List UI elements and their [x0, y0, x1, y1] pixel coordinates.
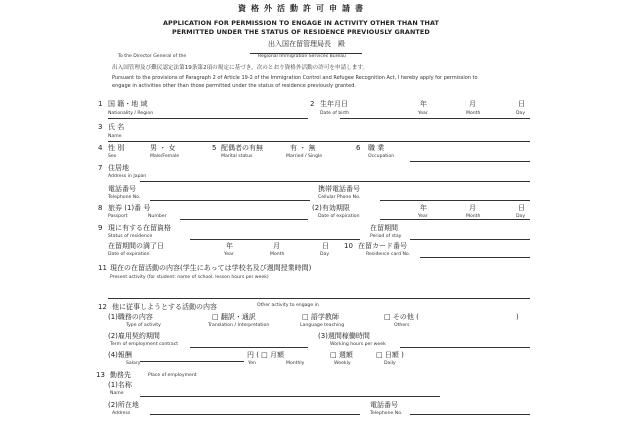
option-language-teacher-en: Language teaching	[300, 323, 345, 328]
passport-month-jp: 月	[469, 204, 476, 212]
form-title-jp: 資格外活動許可申請書	[238, 4, 368, 13]
other-activity-label-en: Other activity to engage in	[257, 303, 319, 308]
form-title-en-line2: PERMITTED UNDER THE STATUS OF RESIDENCE PREVIOUSLY GRANTED	[172, 28, 430, 36]
contract-term-field[interactable]	[190, 347, 308, 348]
stay-expiry-label: 在留期間の満了日	[108, 242, 164, 250]
sex-label: 性 別	[108, 144, 125, 152]
salary-daily-en: Daily	[384, 361, 396, 366]
address-label: 住居地	[108, 164, 129, 172]
telephone-field[interactable]	[150, 200, 310, 201]
field-6-num: 6	[356, 144, 361, 152]
field-13-num: 13	[96, 371, 105, 379]
stay-day-jp: 日	[322, 242, 329, 250]
employer-name-label: (1)名称	[108, 381, 132, 389]
employer-address-label-en: Address	[112, 411, 131, 416]
stay-day-en: Day	[320, 252, 330, 257]
dob-field[interactable]	[340, 118, 530, 119]
passport-number-field[interactable]	[180, 219, 308, 220]
telephone-label-en: Telephone No.	[108, 195, 141, 200]
salary-label: (4)報酬	[108, 351, 132, 359]
marital-label-en: Marital status	[221, 154, 253, 159]
stay-month-en: Month	[270, 252, 285, 257]
option-other[interactable]: □ その他 (	[384, 313, 419, 321]
field-1-num: 1	[98, 100, 103, 108]
salary-label-en: Salary	[126, 361, 141, 366]
dob-day-jp: 日	[518, 100, 525, 108]
occupation-label: 職 業	[368, 144, 385, 152]
field-5-num: 5	[212, 144, 217, 152]
salary-daily[interactable]: □ 日額 )	[376, 351, 404, 359]
option-other-en: Others	[394, 323, 410, 328]
employer-telephone-field[interactable]	[410, 414, 530, 415]
period-of-stay-label-en: Period of stay	[370, 234, 402, 239]
dob-day-en: Day	[516, 111, 526, 116]
salary-weekly-en: Weekly	[334, 361, 351, 366]
period-of-stay-label: 在留期間	[370, 224, 398, 232]
employer-name-field[interactable]	[140, 396, 440, 397]
form-title-en-line1: APPLICATION FOR PERMISSION TO ENGAGE IN ACTIVITY OTHER THAN THAT	[163, 19, 440, 27]
employer-telephone-label-en: Telephone No.	[370, 411, 403, 416]
dob-label-en: Date of birth	[320, 111, 350, 116]
dob-year-jp: 年	[420, 100, 427, 108]
period-of-stay-field[interactable]	[410, 239, 530, 240]
employment-label: 勤務先	[110, 371, 131, 379]
passport-day-en: Day	[516, 214, 526, 219]
residence-status-label-en: Status of residence	[108, 234, 153, 239]
option-translation[interactable]: □ 翻訳・通訳	[212, 313, 256, 321]
field-4-num: 4	[98, 144, 103, 152]
nationality-label-en: Nationality / Region	[108, 111, 154, 116]
employer-address-field[interactable]	[150, 414, 360, 415]
other-activity-label: 他に従事しようとする活動の内容	[112, 303, 217, 311]
residence-status-label: 現に有する在留資格	[108, 224, 171, 232]
field-3-num: 3	[98, 123, 103, 131]
marital-options[interactable]: 有 ・ 無	[290, 144, 316, 152]
stay-expiry-label-en: Date of expiration	[108, 252, 150, 257]
option-other-close: )	[516, 313, 519, 321]
present-activity-label: 現在の在留活動の内容(学生にあっては学校名及び週間授業時間)	[110, 264, 312, 272]
field-2-num: 2	[310, 100, 315, 108]
present-activity-field[interactable]	[108, 298, 530, 299]
sex-options[interactable]: 男 ・ 女	[150, 144, 176, 152]
employer-name-label-en: Name	[110, 391, 124, 396]
bureau-jp: 出入国在留管理局長 殿	[268, 40, 345, 48]
contract-term-label: (2)雇用契約期間	[108, 332, 160, 340]
name-label-en: Name	[108, 134, 122, 139]
to-director-label: To the Director General of the	[118, 54, 187, 59]
cellular-label: 携帯電話番号	[318, 185, 360, 193]
salary-yen-monthly[interactable]: 円 ( □ 月額	[247, 351, 285, 359]
activity-type-label-en: Type of activity	[126, 323, 161, 328]
salary-field[interactable]	[140, 361, 244, 362]
sex-label-en: Sex	[108, 154, 117, 159]
name-label: 氏 名	[108, 123, 125, 131]
bureau-en: Regional Immigration Services Bureau	[258, 54, 346, 59]
working-hours-field[interactable]	[400, 347, 530, 348]
field-10-num: 10	[344, 242, 353, 250]
passport-expiry-label: (2)有効期限	[312, 204, 350, 212]
salary-monthly-en: Monthly	[286, 361, 305, 366]
passport-number-label-en: Number	[148, 214, 167, 219]
stay-month-jp: 月	[273, 242, 280, 250]
residence-card-field[interactable]	[420, 257, 530, 258]
marital-options-en: Married / Single	[286, 154, 323, 159]
nationality-label: 国 籍・地 域	[108, 100, 148, 108]
passport-number-label: 旅券 (1)番 号	[108, 204, 151, 212]
passport-expiry-field[interactable]	[380, 219, 530, 220]
field-11-num: 11	[98, 264, 107, 272]
salary-weekly[interactable]: □ 週額	[330, 351, 353, 359]
passport-year-jp: 年	[420, 204, 427, 212]
passport-year-en: Year	[418, 214, 428, 219]
cellular-label-en: Cellular Phone No.	[318, 195, 361, 200]
residence-card-label: 在留カード番号	[358, 242, 407, 250]
contract-term-label-en: Term of employment contract	[110, 342, 179, 347]
name-field[interactable]	[108, 141, 530, 142]
address-field[interactable]	[140, 181, 530, 182]
stay-year-jp: 年	[226, 242, 233, 250]
occupation-label-en: Occupation	[368, 154, 395, 159]
sex-options-en: Male/Female	[150, 154, 180, 159]
preamble-en-line1: Pursuant to the provisions of Paragraph 2 of Article 19-2 of the Immigration Control and Refugee Recognition Act, I hereby apply for permission to	[112, 75, 478, 81]
passport-expiry-label-en: Date of expiration	[318, 214, 360, 219]
dob-year-en: Year	[418, 111, 428, 116]
present-activity-label-en: Present activity (for student: name of school, lesson hours per week)	[110, 275, 269, 280]
residence-card-label-en: Residence card No.	[366, 252, 411, 257]
field-12-num: 12	[98, 303, 107, 311]
field-8-num: 8	[98, 204, 103, 212]
working-hours-label: (3)週間稼働時間	[318, 332, 370, 340]
telephone-label: 電話番号	[108, 185, 136, 193]
occupation-field[interactable]	[410, 161, 530, 162]
nationality-field[interactable]	[108, 118, 308, 119]
bureau-line	[250, 53, 362, 54]
option-language-teacher[interactable]: □ 語学教師	[302, 313, 339, 321]
dob-month-jp: 月	[469, 100, 476, 108]
employer-telephone-label: 電話番号	[370, 401, 398, 409]
address-label-en: Address in Japan	[108, 174, 147, 179]
passport-day-jp: 日	[518, 204, 525, 212]
employer-address-label: (2)所在地	[108, 401, 139, 409]
activity-type-label: (1)職務の内容	[108, 313, 153, 321]
field-9-num: 9	[98, 224, 103, 232]
field-7-num: 7	[98, 164, 103, 172]
salary-yen-en: Yen	[248, 361, 256, 366]
employment-label-en: Place of employment	[148, 373, 197, 378]
cellular-field[interactable]	[380, 200, 530, 201]
marital-label: 配偶者の有無	[221, 144, 263, 152]
dob-month-en: Month	[466, 111, 481, 116]
passport-label-en: Passport	[108, 214, 128, 219]
residence-status-field[interactable]	[190, 239, 360, 240]
preamble-en-line2: engage in activities other than those permitted under the status of residence previously granted.	[112, 83, 356, 89]
stay-year-en: Year	[224, 252, 234, 257]
passport-month-en: Month	[466, 214, 481, 219]
preamble-jp: 出入国管理及び難民認定法第19条第2項の規定に基づき，次のとおり資格外活動の許可を申請します。	[112, 65, 369, 71]
working-hours-label-en: Working hours per week	[330, 342, 386, 347]
dob-label: 生年月日	[320, 100, 348, 108]
option-translation-en: Translation / Interpretation	[208, 323, 270, 328]
